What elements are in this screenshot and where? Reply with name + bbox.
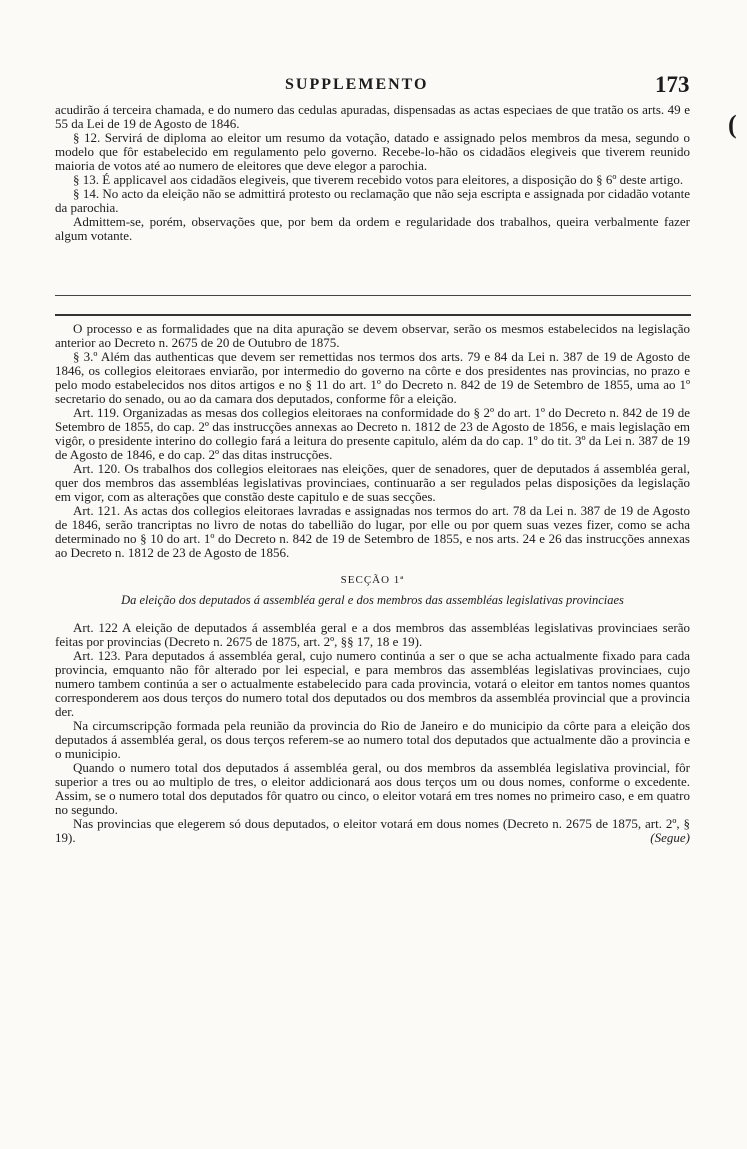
- last-paragraph-text: Nas provincias que elegerem só dous deputados, o eleitor votará em dous nomes (Decreto n. 2675 de 1875, art. 2º, § 19).: [55, 816, 690, 845]
- paragraph: acudirão á terceira chamada, e do numero das cedulas apuradas, dispensadas as actas especiaes de que tratão os arts. 49 e 55 da Lei de 19 de Agosto de 1846.: [55, 102, 690, 131]
- paragraph: [55, 817, 690, 845]
- paragraph: Art. 123. Para deputados á assembléa geral, cujo numero continúa a ser o que se acha actualmente fixado para cada provincia, emquanto não fôr alterado por lei especial, e para membros das assembléas legislativas provinciaes, cujo numero tambem continúa a ser o actualmente estabelecido para cada provincia, votará o eleitor em tantos nomes quantos corresponderem aos dous terços do numero total dos deputados ou dos membros da assembléa provincial que a provincia der.: [55, 648, 690, 719]
- page-number: 173: [655, 72, 690, 97]
- margin-mark: (: [728, 110, 737, 139]
- paragraph: § 14. No acto da eleição não se admittirá protesto ou reclamação que não seja escripta e assignada por cidadão votante da parochia.: [55, 186, 690, 215]
- section-subheading: Da eleição dos deputados á assembléa geral e dos membros das assembléas legislativas provinciaes: [121, 593, 624, 607]
- running-title: SUPPLEMENTO: [285, 76, 429, 93]
- paragraph: § 12. Servirá de diploma ao eleitor um resumo da votação, datado e assignado pelos membros da mesa, segundo o modelo que fôr estabelecido em regulamento pelo governo. Recebe-lo-hão os cidadãos elegiveis que tiverem reunido maioria de votos até ao numero de eleitores que deve elegor a parochia.: [55, 130, 690, 173]
- top-text-block: [55, 103, 690, 243]
- paragraph: § 3.º Além das authenticas que devem ser remettidas nos termos dos arts. 79 e 84 da Lei n. 387 de 19 de Agosto de 1846, os collegios eleitoraes enviarão, por intermedio do governo na côrte e dos presidentes nas provincias, no prazo e pelo modo estabelecidos nos ditos artigos e no § 11 do art. 1º do Decreto n. 842 de 19 de Setembro de 1855, uma ao 1º secretario do senado, ou ao da camara dos deputados, conforme fôr a eleição.: [55, 349, 690, 406]
- paragraph: § 13. É applicavel aos cidadãos elegiveis, que tiverem recebido votos para eleitores, a disposição do § 6º deste artigo.: [73, 172, 684, 187]
- paragraph: O processo e as formalidades que na dita apuração se devem observar, serão os mesmos estabelecidos na legislação anterior ao Decreto n. 2675 de 20 de Outubro de 1875.: [55, 321, 690, 350]
- continues-label: (Segue): [650, 830, 690, 845]
- page-header: [0, 72, 747, 102]
- separator-rule: [55, 314, 691, 316]
- paragraph: Art. 120. Os trabalhos dos collegios eleitoraes nas eleições, quer de senadores, quer de deputados á assembléa geral, quer dos membros das assembléas legislativas provinciaes, continuarão a ser regulados pelas disposições da legislação em vigor, com as alterações que constão deste capitulo e de suas secções.: [55, 461, 690, 504]
- separator-rule: [55, 295, 691, 296]
- paragraph: Admittem-se, porém, observações que, por bem da ordem e regularidade dos trabalhos, queira verbalmente fazer algum votante.: [55, 214, 690, 243]
- separator: [55, 295, 691, 316]
- paragraph: Art. 121. As actas dos collegios eleitoraes lavradas e assignadas nos termos do art. 78 da Lei n. 387 de 19 de Agosto de 1846, serão trancriptas no livro de notas do tabellião do lugar, por elle ou por quem suas vezes fizer, como se acha determinado no § 10 do art. 1º do Decreto n. 842 de 19 de Setembro de 1855, e nos arts. 24 e 26 das instrucções annexas ao Decreto n. 1812 de 23 de Agosto de 1856.: [55, 503, 690, 560]
- paragraph: Na circumscripção formada pela reunião da provincia do Rio de Janeiro e do municipio da côrte para a eleição dos deputados á assembléa geral, os dous terços referem-se ao numero total dos deputados que actualmente dão a provincia e o municipio.: [55, 718, 690, 761]
- paragraph: Art. 119. Organizadas as mesas dos collegios eleitoraes na conformidade do § 2º do art. 1º do Decreto n. 842 de 19 de Setembro de 1855, do cap. 2º das instrucções annexas ao Decreto n. 1812 de 23 de Agosto de 1856, e mais legislação em vigôr, o presidente interino do collegio fará a leitura do presente capitulo, além da do cap. 1º do tit. 3º da Lei n. 387 de 19 de Agosto de 1846, e do cap. 2º das ditas instrucções.: [55, 405, 690, 462]
- main-text-block: [55, 322, 690, 845]
- section-heading: SECÇÃO 1ª: [340, 574, 405, 586]
- paragraph: Quando o numero total dos deputados á assembléa geral, ou dos membros da assembléa legislativa provincial, fôr superior a tres ou ao multiplo de tres, o eleitor addicionará aos dous terços um ou dous nomes, conforme o excedente. Assim, se o numero total dos deputados fôr quatro ou cinco, o eleitor votará em tres nomes no primeiro caso, e em quatro no segundo.: [55, 760, 690, 817]
- paragraph: Art. 122 A eleição de deputados á assembléa geral e a dos membros das assembléas legislativas provinciaes serão feitas por provincias (Decreto n. 2675 de 1875, art. 2º, §§ 17, 18 e 19).: [55, 620, 690, 649]
